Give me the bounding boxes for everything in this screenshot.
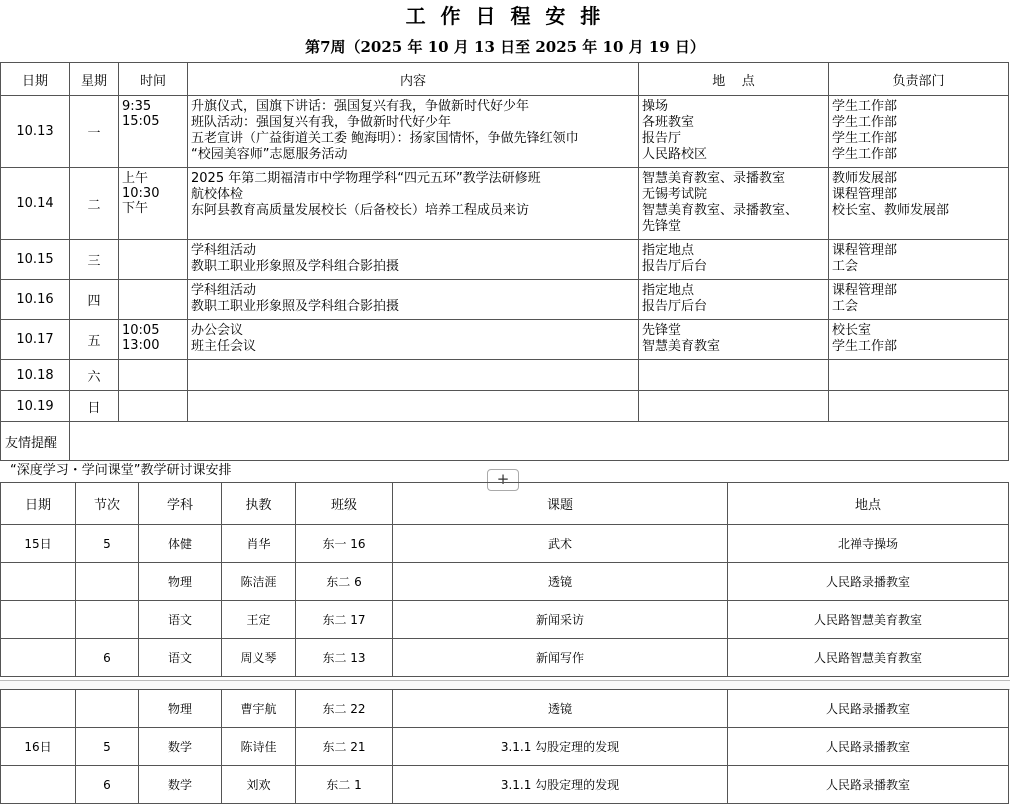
research-teacher: 曹宇航 [222,690,296,728]
schedule-weekday: 二 [70,168,119,240]
research-date: 15日 [1,525,76,563]
schedule-content [188,280,639,320]
header-time: 时间 [119,63,188,96]
research-date [1,563,76,601]
schedule-time [119,391,188,422]
research-header-subject: 学科 [139,483,222,525]
schedule-content-line: 办公会议 [191,323,244,338]
schedule-weekday: 三 [70,240,119,280]
schedule-dept [829,320,1009,360]
schedule-content-line: 学科组活动 [191,243,257,258]
research-class: 东二 1 [296,766,393,804]
research-teacher: 陈洁涯 [222,563,296,601]
schedule-time [119,96,188,168]
schedule-row [1,96,1009,168]
schedule-place [639,168,829,240]
research-subject: 物理 [139,690,222,728]
header-date: 日期 [1,63,70,96]
research-place: 北禅寺操场 [728,525,1009,563]
schedule-content-line: 2025 年第二期福清市中学物理学科“四元五环”教学法研修班 [191,171,541,186]
schedule-dept [829,168,1009,240]
schedule-place [639,240,829,280]
schedule-content-line: “校园美容师”志愿服务活动 [191,147,348,162]
schedule-place-line: 指定地点 [642,243,695,258]
research-teacher: 陈诗佳 [222,728,296,766]
research-class: 东二 21 [296,728,393,766]
schedule-content [188,320,639,360]
schedule-content [188,240,639,280]
schedule-content [188,96,639,168]
header-content: 内容 [188,63,639,96]
research-topic: 3.1.1 勾股定理的发现 [393,766,728,804]
research-period [76,563,139,601]
schedule-content-line: 东阿县教育高质量发展校长（后备校长）培养工程成员来访 [191,203,530,218]
schedule-time [119,280,188,320]
research-table [0,482,1009,677]
schedule-row [1,280,1009,320]
schedule-date: 10.16 [1,280,70,320]
schedule-dept-line: 学生工作部 [832,99,898,114]
research-table-continued [0,689,1009,804]
schedule-date: 10.14 [1,168,70,240]
schedule-place-line: 先锋堂 [642,323,682,338]
schedule-dept-line: 学生工作部 [832,115,898,130]
schedule-content [188,360,639,391]
reminder-row [1,422,1009,461]
schedule-time [119,240,188,280]
schedule-content-line: 学科组活动 [191,283,257,298]
header-dept: 负责部门 [829,63,1009,96]
research-row [1,563,1009,601]
schedule-dept [829,96,1009,168]
research-topic: 3.1.1 勾股定理的发现 [393,728,728,766]
header-place: 地 点 [639,63,829,96]
schedule-weekday: 日 [70,391,119,422]
research-header-date: 日期 [1,483,76,525]
research-row [1,766,1009,804]
research-topic: 新闻采访 [393,601,728,639]
research-date [1,639,76,677]
research-header-place: 地点 [728,483,1009,525]
research-period [76,601,139,639]
schedule-date: 10.13 [1,96,70,168]
schedule-time [119,320,188,360]
research-period [76,690,139,728]
schedule-row [1,168,1009,240]
page-title: 工 作 日 程 安 排 [405,4,605,28]
schedule-place-line: 人民路校区 [642,147,708,162]
research-row [1,601,1009,639]
research-place: 人民路录播教室 [728,690,1009,728]
schedule-content [188,391,639,422]
reminder-text[interactable] [70,422,1009,461]
schedule-row [1,360,1009,391]
research-place: 人民路录播教室 [728,728,1009,766]
research-place: 人民路智慧美育教室 [728,639,1009,677]
schedule-row [1,391,1009,422]
schedule-dept-line: 校长室 [832,323,872,338]
research-header-class: 班级 [296,483,393,525]
research-class: 东二 17 [296,601,393,639]
research-topic: 透镜 [393,690,728,728]
header-weekday: 星期 [70,63,119,96]
research-header-topic: 课题 [393,483,728,525]
research-header-teacher: 执教 [222,483,296,525]
schedule-place-line: 智慧美育教室、录播教室 [642,171,786,186]
schedule-time [119,360,188,391]
research-class: 东二 13 [296,639,393,677]
schedule-dept [829,240,1009,280]
research-place: 人民路录播教室 [728,563,1009,601]
research-class: 东一 16 [296,525,393,563]
schedule-place-line: 各班教室 [642,115,695,130]
schedule-dept-line: 校长室、教师发展部 [832,203,950,218]
schedule-place-line: 智慧美育教室、录播教室、 [642,203,799,218]
schedule-date: 10.17 [1,320,70,360]
schedule-place-line: 报告厅 [642,131,682,146]
schedule-place [639,96,829,168]
research-subject: 物理 [139,563,222,601]
schedule-time-line: 13:00 [122,338,160,353]
schedule-weekday: 一 [70,96,119,168]
schedule-dept-line: 学生工作部 [832,147,898,162]
research-place: 人民路智慧美育教室 [728,601,1009,639]
schedule-time-line: 下午 [122,201,149,216]
schedule-time-line: 15:05 [122,114,160,129]
schedule-place-line: 智慧美育教室 [642,339,721,354]
research-period: 6 [76,766,139,804]
schedule-content-line: 教职工职业形象照及学科组合影拍摄 [191,259,400,274]
schedule-time-line: 10:05 [122,323,160,338]
schedule-header-row [1,63,1009,96]
research-period: 5 [76,728,139,766]
research-row [1,639,1009,677]
schedule-dept-line: 工会 [832,299,859,314]
schedule-place [639,280,829,320]
research-subject: 数学 [139,728,222,766]
schedule-row [1,320,1009,360]
schedule-dept [829,280,1009,320]
research-teacher: 肖华 [222,525,296,563]
research-subject: 数学 [139,766,222,804]
schedule-place-line: 指定地点 [642,283,695,298]
schedule-row [1,240,1009,280]
schedule-weekday: 四 [70,280,119,320]
research-header-period: 节次 [76,483,139,525]
schedule-place-line: 报告厅后台 [642,299,708,314]
schedule-content-line: 航校体检 [191,187,244,202]
research-subject: 语文 [139,601,222,639]
schedule-dept-line: 教师发展部 [832,171,898,186]
schedule-place-line: 先锋堂 [642,219,682,234]
research-subject: 语文 [139,639,222,677]
schedule-dept-line: 课程管理部 [832,187,898,202]
research-topic: 武术 [393,525,728,563]
research-row [1,728,1009,766]
schedule-dept-line: 课程管理部 [832,283,898,298]
schedule-dept [829,391,1009,422]
research-class: 东二 6 [296,563,393,601]
schedule-place-line: 操场 [642,99,669,114]
research-teacher: 王定 [222,601,296,639]
research-place: 人民路录播教室 [728,766,1009,804]
schedule-place-line: 无锡考试院 [642,187,708,202]
research-teacher: 刘欢 [222,766,296,804]
schedule-dept-line: 学生工作部 [832,339,898,354]
research-date: 16日 [1,728,76,766]
schedule-table [0,62,1009,461]
research-period: 6 [76,639,139,677]
schedule-date: 10.18 [1,360,70,391]
schedule-content-line: 五老宣讲（广益街道关工委 鲍海明）：扬家国情怀，争做先锋红领巾 [191,131,579,146]
reminder-label: 友情提醒 [1,422,70,461]
schedule-time-line: 10:30 [122,186,160,201]
schedule-weekday: 六 [70,360,119,391]
research-date [1,601,76,639]
research-date [1,766,76,804]
research-topic: 新闻写作 [393,639,728,677]
research-subject: 体健 [139,525,222,563]
schedule-content-line: 升旗仪式，国旗下讲话：强国复兴有我，争做新时代好少年 [191,99,530,114]
schedule-place-line: 报告厅后台 [642,259,708,274]
schedule-weekday: 五 [70,320,119,360]
research-header-row [1,483,1009,525]
research-row [1,525,1009,563]
schedule-date: 10.15 [1,240,70,280]
schedule-place [639,360,829,391]
schedule-content-line: 班主任会议 [191,339,257,354]
schedule-place [639,320,829,360]
page-subtitle: 第7周（2025 年 10 月 13 日至 2025 年 10 月 19 日） [305,38,705,56]
add-row-button[interactable]: + [487,469,519,491]
research-period: 5 [76,525,139,563]
research-class: 东二 22 [296,690,393,728]
research-date [1,690,76,728]
schedule-content-line: 教职工职业形象照及学科组合影拍摄 [191,299,400,314]
research-row [1,690,1009,728]
research-teacher: 周义琴 [222,639,296,677]
schedule-date: 10.19 [1,391,70,422]
schedule-dept-line: 课程管理部 [832,243,898,258]
schedule-time [119,168,188,240]
schedule-time-line: 上午 [122,171,149,186]
schedule-dept [829,360,1009,391]
research-section-title: “深度学习・学问课堂”教学研讨课安排 [10,463,232,478]
schedule-dept-line: 学生工作部 [832,131,898,146]
schedule-time-line: 9:35 [122,99,152,114]
schedule-place [639,391,829,422]
research-topic: 透镜 [393,563,728,601]
schedule-content-line: 班队活动：强国复兴有我，争做新时代好少年 [191,115,452,130]
schedule-content [188,168,639,240]
schedule-dept-line: 工会 [832,259,859,274]
